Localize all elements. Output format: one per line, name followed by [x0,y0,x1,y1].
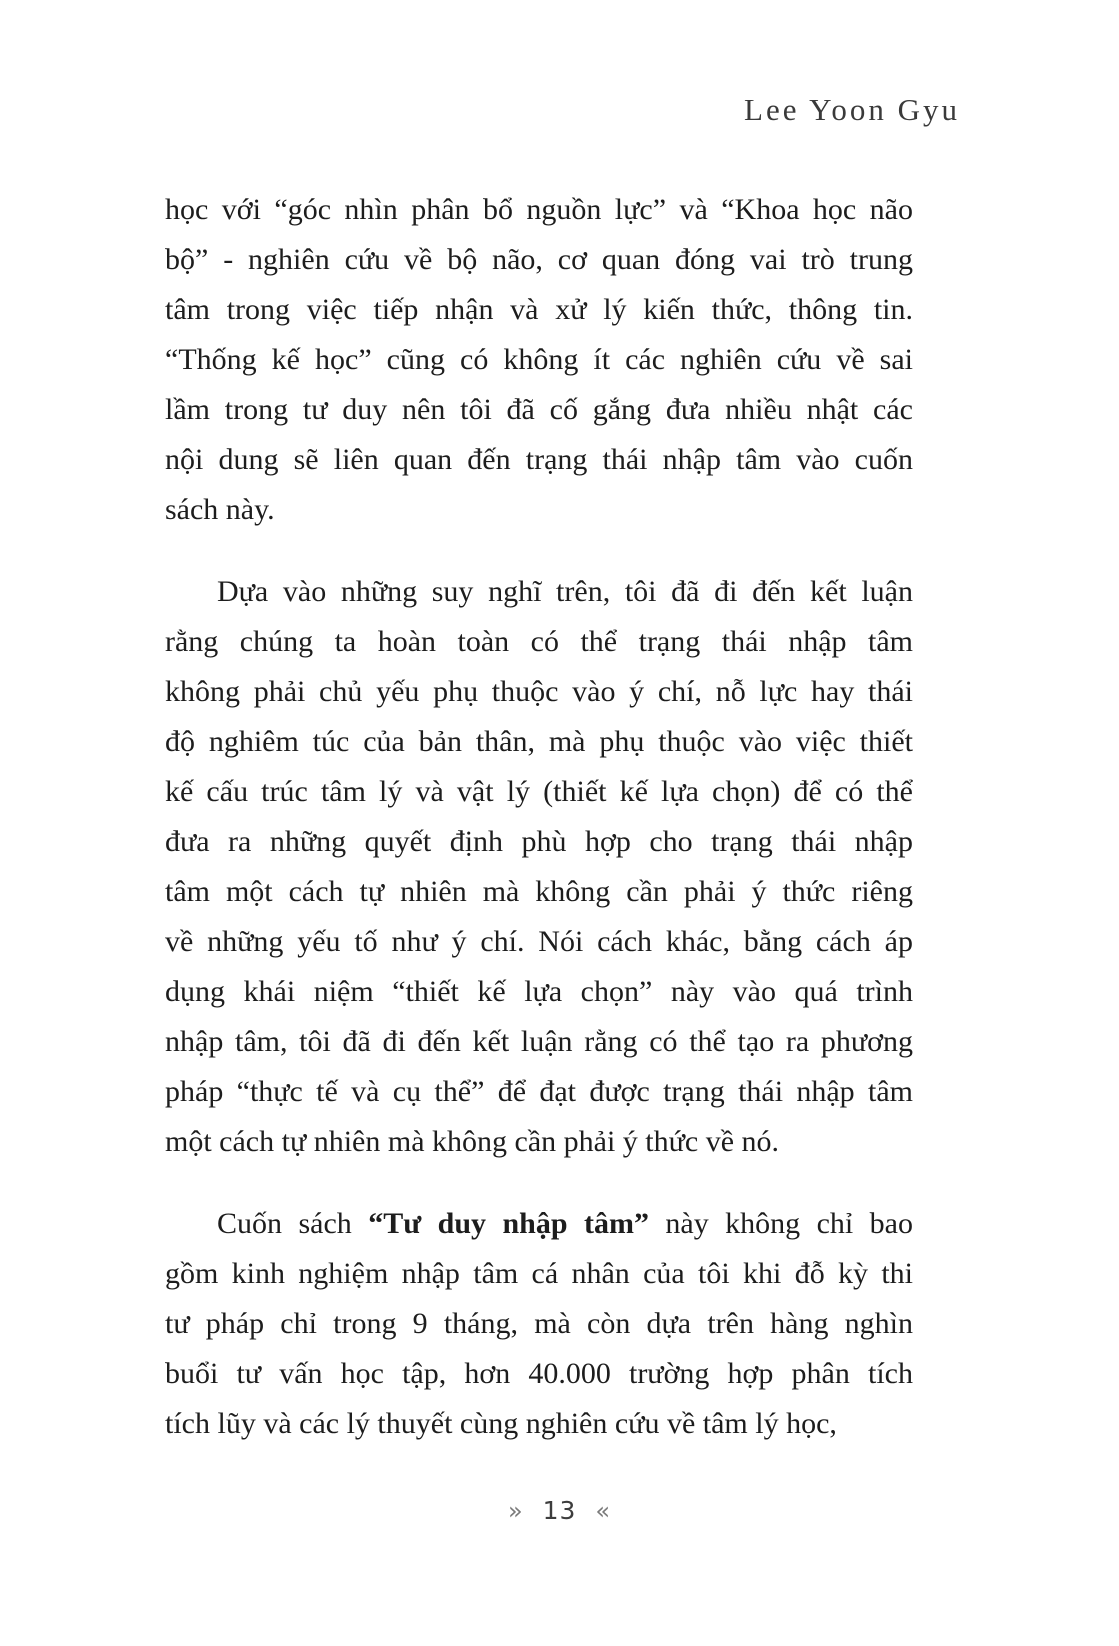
book-title-bold: “Tư duy nhập tâm” [368,1207,649,1240]
text-segment: nhập tâm, tôi đã đi đến kết luận rằng có thể tạo ra phương [165,1025,913,1058]
text-line [165,567,913,617]
text-line [165,1017,913,1067]
text-segment: kế cấu trúc tâm lý và vật lý (thiết kế lựa chọn) để có thể [165,775,913,808]
text-segment: này không chỉ bao [648,1207,913,1240]
text-line [165,917,913,967]
text-segment: buổi tư vấn học tập, hơn 40.000 trường hợp phân tích [165,1357,913,1390]
text-segment: không phải chủ yếu phụ thuộc vào ý chí, nỗ lực hay thái [165,675,913,708]
page-header [165,92,960,128]
text-segment: đưa ra những quyết định phù hợp cho trạng thái nhập [165,825,913,858]
text-line [165,1399,913,1449]
text-line [165,1249,913,1299]
text-line [165,867,913,917]
text-line [165,767,913,817]
text-segment: gồm kinh nghiệm nhập tâm cá nhân của tôi khi đỗ kỳ thi [165,1257,913,1290]
text-line [165,667,913,717]
text-line [165,335,913,385]
text-segment: Cuốn sách [217,1207,369,1240]
author-name: Lee Yoon Gyu [744,92,960,127]
text-segment: rằng chúng ta hoàn toàn có thể trạng thái nhập tâm [165,625,913,658]
text-line [165,717,913,767]
text-segment: dụng khái niệm “thiết kế lựa chọn” này vào quá trình [165,975,913,1008]
text-line [165,485,913,535]
text-segment: bộ” - nghiên cứu về bộ não, cơ quan đóng vai trò trung [165,243,913,276]
text-segment: Dựa vào những suy nghĩ trên, tôi đã đi đến kết luận [217,575,913,608]
text-segment: sách này. [165,493,275,526]
folio-left-mark: » [507,1497,524,1525]
text-line [165,1117,913,1167]
text-segment: học với “góc nhìn phân bổ nguồn lực” và “Khoa học não [165,193,913,226]
text-line [165,967,913,1017]
page-body [165,185,913,1481]
paragraph [165,1199,913,1449]
text-line [165,1199,913,1249]
text-segment: lầm trong tư duy nên tôi đã cố gắng đưa nhiều nhật các [165,393,913,426]
text-line [165,1349,913,1399]
folio-right-mark: « [595,1497,612,1525]
text-line [165,385,913,435]
text-segment: tâm một cách tự nhiên mà không cần phải ý thức riêng [165,875,913,908]
text-segment: một cách tự nhiên mà không cần phải ý thức về nó. [165,1125,780,1158]
text-segment: về những yếu tố như ý chí. Nói cách khác, bằng cách áp [165,925,913,958]
text-segment: nội dung sẽ liên quan đến trạng thái nhập tâm vào cuốn [165,443,913,476]
paragraph [165,185,913,535]
text-line [165,185,913,235]
text-line [165,235,913,285]
text-line [165,817,913,867]
text-segment: “Thống kế học” cũng có không ít các nghiên cứu về sai [165,343,913,376]
text-segment: độ nghiêm túc của bản thân, mà phụ thuộc vào việc thiết [165,725,913,758]
paragraph [165,567,913,1167]
text-segment: pháp “thực tế và cụ thể” để đạt được trạng thái nhập tâm [165,1075,913,1108]
text-line [165,617,913,667]
text-segment: tư pháp chỉ trong 9 tháng, mà còn dựa trên hàng nghìn [165,1307,913,1340]
text-line [165,435,913,485]
page-number: 13 [542,1496,577,1525]
text-line [165,1299,913,1349]
page-footer [0,1496,1119,1525]
text-line [165,1067,913,1117]
text-segment: tích lũy và các lý thuyết cùng nghiên cứu về tâm lý học, [165,1407,837,1440]
text-segment: tâm trong việc tiếp nhận và xử lý kiến thức, thông tin. [165,293,913,326]
text-line [165,285,913,335]
